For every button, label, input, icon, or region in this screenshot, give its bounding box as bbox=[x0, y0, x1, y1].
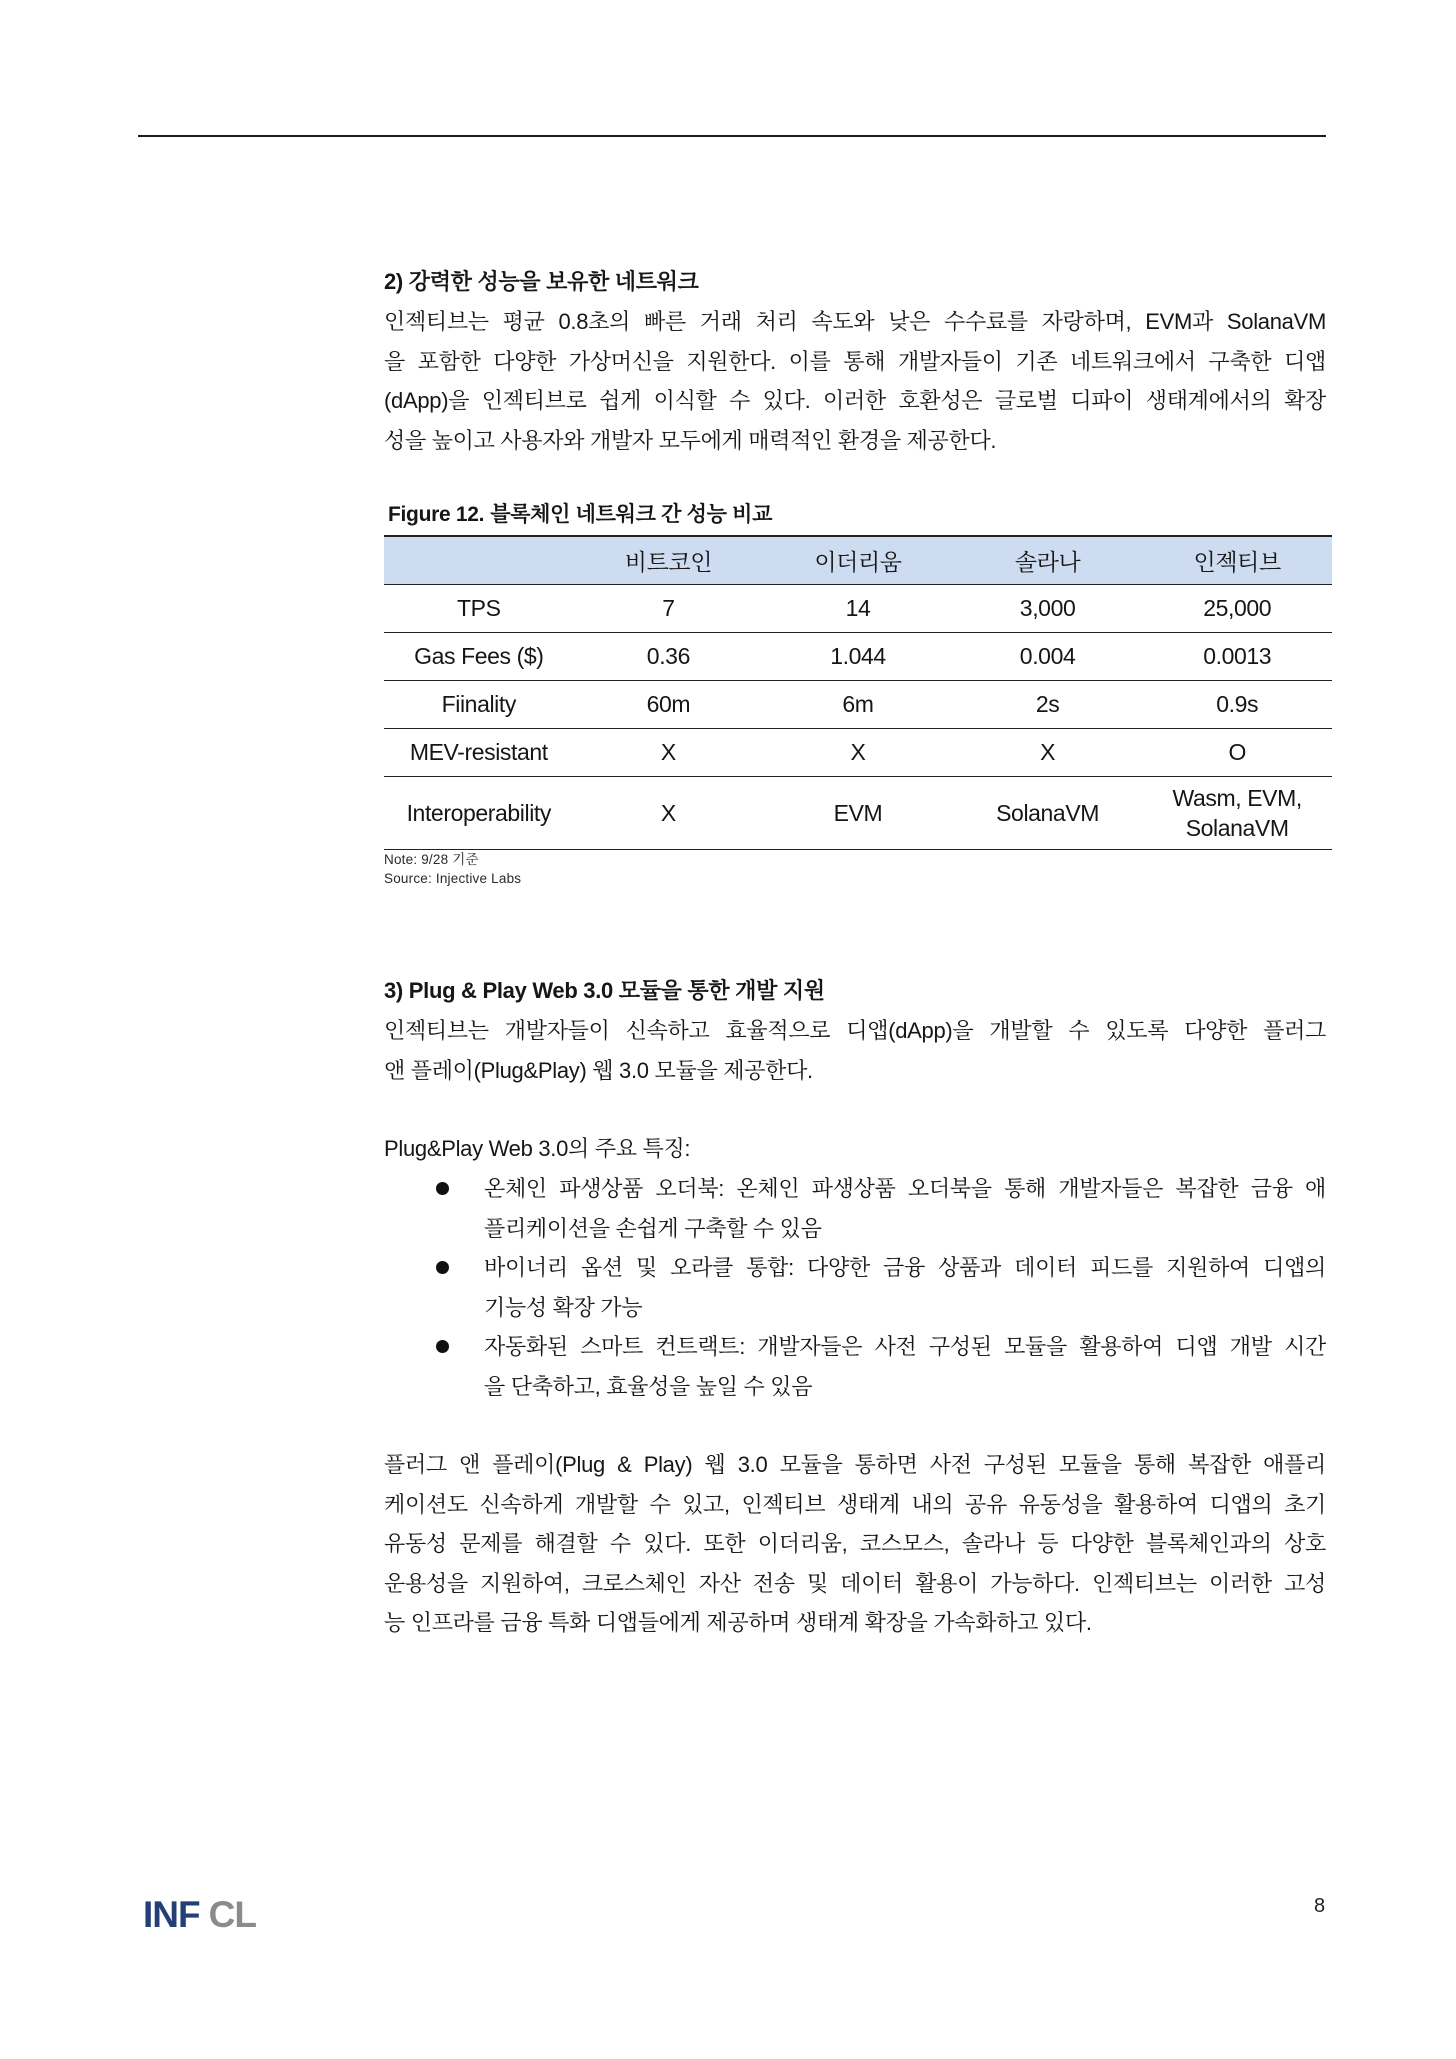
table-cell: 25,000 bbox=[1142, 585, 1332, 633]
table-cell: X bbox=[574, 777, 764, 850]
logo bbox=[143, 1893, 256, 1937]
bullet-icon bbox=[436, 1182, 449, 1195]
table-row bbox=[384, 681, 1332, 729]
bullet-icon bbox=[436, 1261, 449, 1274]
list-item-line: 플리케이션을 손쉽게 구축할 수 있음 bbox=[484, 1215, 822, 1241]
table-row bbox=[384, 729, 1332, 777]
table-cell: 0.004 bbox=[953, 633, 1143, 681]
features-intro: Plug&Play Web 3.0의 주요 특징: bbox=[384, 1136, 691, 1161]
paragraph-line: 케이션도 신속하게 개발할 수 있고, 인젝티브 생태계 내의 공유 유동성을 활용하여 디앱의 초기 bbox=[384, 1491, 1326, 1517]
table-cell: 3,000 bbox=[953, 585, 1143, 633]
table-source: Source: Injective Labs bbox=[384, 871, 522, 886]
table-cell: EVM bbox=[763, 777, 953, 850]
section-3-heading: 3) Plug & Play Web 3.0 모듈을 통한 개발 지원 bbox=[384, 978, 825, 1003]
table-cell: Wasm, EVM, SolanaVM bbox=[1142, 777, 1332, 850]
table-row bbox=[384, 777, 1332, 850]
table-header-row bbox=[384, 536, 1332, 585]
paragraph-line: (dApp)을 인젝티브로 쉽게 이식할 수 있다. 이러한 호환성은 글로벌 디파이 생태계에서의 확장 bbox=[384, 388, 1326, 414]
figure-label: Figure 12. bbox=[388, 503, 485, 526]
paragraph-line: 운용성을 지원하여, 크로스체인 자산 전송 및 데이터 활용이 가능하다. 인젝티브는 이러한 고성 bbox=[384, 1570, 1326, 1596]
table-header-cell bbox=[384, 536, 574, 585]
row-label: Gas Fees ($) bbox=[384, 633, 574, 681]
list-item-line: 온체인 파생상품 오더북: 온체인 파생상품 오더북을 통해 개발자들은 복잡한 금융 애 bbox=[484, 1176, 1326, 1201]
table-cell: X bbox=[953, 729, 1143, 777]
bullet-icon bbox=[436, 1340, 449, 1353]
table-cell: 0.0013 bbox=[1142, 633, 1332, 681]
section-3-paragraph bbox=[384, 1011, 1326, 1090]
table-cell: 6m bbox=[763, 681, 953, 729]
table-cell: 0.36 bbox=[574, 633, 764, 681]
paragraph-line: 인젝티브는 개발자들이 신속하고 효율적으로 디앱(dApp)을 개발할 수 있도록 다양한 플러그 bbox=[384, 1018, 1326, 1043]
paragraph-line: 을 포함한 다양한 가상머신을 지원한다. 이를 통해 개발자들이 기존 네트워크에서 구축한 디앱 bbox=[384, 348, 1326, 374]
table-cell: 7 bbox=[574, 585, 764, 633]
table-cell: SolanaVM bbox=[953, 777, 1143, 850]
table-header-cell: 솔라나 bbox=[953, 536, 1143, 585]
table-cell: X bbox=[763, 729, 953, 777]
list-item bbox=[384, 1327, 1326, 1407]
row-label: TPS bbox=[384, 585, 574, 633]
row-label: Interoperability bbox=[384, 777, 574, 850]
paragraph-line: 능 인프라를 금융 특화 디앱들에게 제공하며 생태계 확장을 가속화하고 있다. bbox=[384, 1610, 1092, 1636]
closing-paragraph bbox=[384, 1445, 1326, 1643]
paragraph-line: 플러그 앤 플레이(Plug & Play) 웹 3.0 모듈을 통하면 사전 구성된 모듈을 통해 복잡한 애플리 bbox=[384, 1452, 1326, 1477]
figure-caption bbox=[388, 500, 772, 530]
logo-primary: INF bbox=[143, 1894, 200, 1935]
table-note: Note: 9/28 기준 bbox=[384, 852, 479, 867]
table-cell: 2s bbox=[953, 681, 1143, 729]
list-item bbox=[384, 1248, 1326, 1328]
table-cell: 0.9s bbox=[1142, 681, 1332, 729]
list-item-line: 을 단축하고, 효율성을 높일 수 있음 bbox=[484, 1373, 813, 1399]
table-cell: O bbox=[1142, 729, 1332, 777]
table-header-cell: 인젝티브 bbox=[1142, 536, 1332, 585]
row-label: MEV-resistant bbox=[384, 729, 574, 777]
list-item-line: 기능성 확장 가능 bbox=[484, 1294, 643, 1320]
table-header-cell: 이더리움 bbox=[763, 536, 953, 585]
table-row bbox=[384, 585, 1332, 633]
paragraph-line: 성을 높이고 사용자와 개발자 모두에게 매력적인 환경을 제공한다. bbox=[384, 427, 997, 453]
paragraph-line: 유동성 문제를 해결할 수 있다. 또한 이더리움, 코스모스, 솔라나 등 다양한 블록체인과의 상호 bbox=[384, 1531, 1326, 1557]
paragraph-line: 앤 플레이(Plug&Play) 웹 3.0 모듈을 제공한다. bbox=[384, 1057, 813, 1083]
figure-title: 블록체인 네트워크 간 성능 비교 bbox=[490, 503, 773, 526]
page-number: 8 bbox=[1314, 1895, 1326, 1917]
table-cell: X bbox=[574, 729, 764, 777]
section-2-heading: 2) 강력한 성능을 보유한 네트워크 bbox=[384, 269, 699, 294]
performance-table bbox=[384, 535, 1332, 850]
list-item-line: 바이너리 옵션 및 오라클 통합: 다양한 금융 상품과 데이터 피드를 지원하여 디앱의 bbox=[484, 1255, 1326, 1280]
table-cell: 1.044 bbox=[763, 633, 953, 681]
paragraph-line: 인젝티브는 평균 0.8초의 빠른 거래 처리 속도와 낮은 수수료를 자랑하며, EVM과 SolanaVM bbox=[384, 309, 1326, 334]
list-item bbox=[384, 1169, 1326, 1249]
table-cell: 60m bbox=[574, 681, 764, 729]
row-label: Fiinality bbox=[384, 681, 574, 729]
header-rule bbox=[138, 135, 1326, 137]
section-2-paragraph bbox=[384, 302, 1326, 460]
table-cell: 14 bbox=[763, 585, 953, 633]
list-item-line: 자동화된 스마트 컨트랙트: 개발자들은 사전 구성된 모듈을 활용하여 디앱 개발 시간 bbox=[484, 1334, 1326, 1359]
table-row bbox=[384, 633, 1332, 681]
logo-secondary: CL bbox=[208, 1894, 256, 1935]
table-header-cell: 비트코인 bbox=[574, 536, 764, 585]
